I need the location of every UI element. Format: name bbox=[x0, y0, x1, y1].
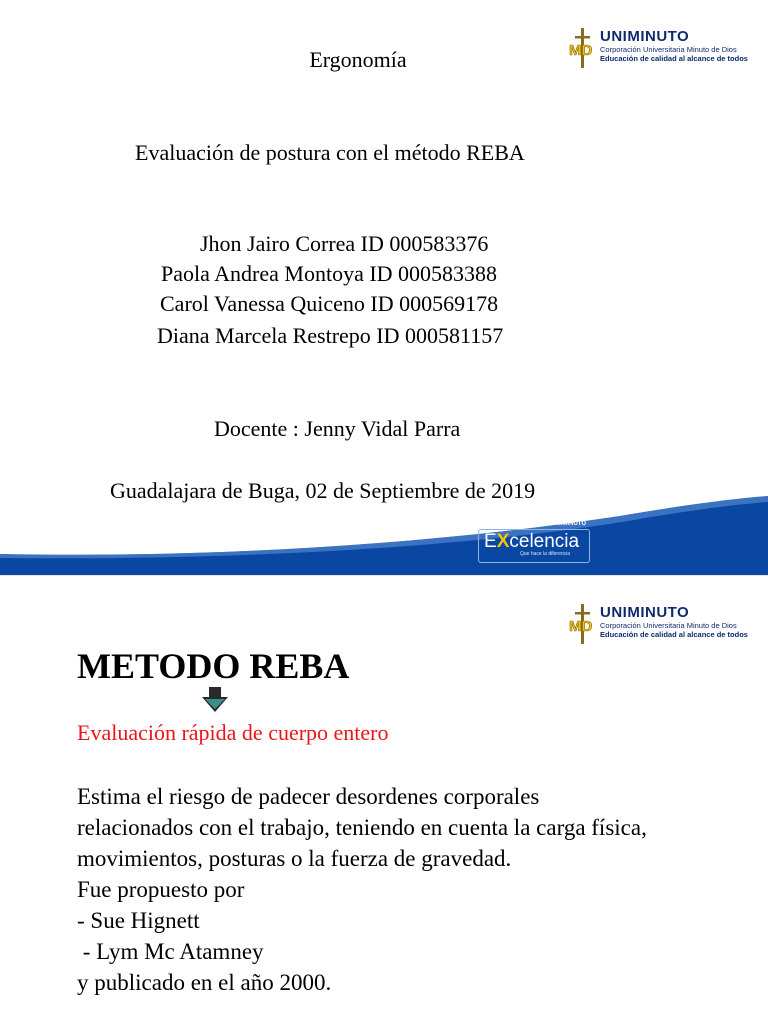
excelencia-badge bbox=[478, 521, 590, 563]
reba-description bbox=[77, 781, 647, 998]
description-line: relacionados con el trabajo, teniendo en cuenta la carga física, bbox=[77, 815, 647, 840]
logo-line-1: Corporación Universitaria Minuto de Dios bbox=[600, 45, 737, 54]
badge-e: E bbox=[484, 531, 497, 552]
uniminuto-logo bbox=[568, 598, 748, 648]
place-and-date: Guadalajara de Buga, 02 de Septiembre de 2019 bbox=[110, 478, 536, 503]
down-arrow-icon bbox=[201, 686, 229, 714]
md-logo-icon bbox=[568, 604, 598, 644]
svg-text:MD: MD bbox=[569, 618, 593, 635]
footer-wave bbox=[0, 496, 768, 576]
description-line: movimientos, posturas o la fuerza de gravedad. bbox=[77, 846, 512, 871]
teacher-name: Docente : Jenny Vidal Parra bbox=[214, 416, 461, 441]
badge-x-icon: X bbox=[496, 531, 510, 552]
logo-brand: UNIMINUTO bbox=[600, 604, 690, 621]
author-4: Diana Marcela Restrepo ID 000581157 bbox=[157, 323, 504, 348]
badge-rest: celencia bbox=[509, 531, 580, 552]
badge-word bbox=[484, 531, 579, 553]
slide-heading: METODO REBA bbox=[77, 646, 350, 686]
logo-line-2: Educación de calidad al alcance de todos bbox=[600, 630, 748, 639]
logo-line-2: Educación de calidad al alcance de todos bbox=[600, 54, 748, 63]
badge-top-label: UNIMINUTO bbox=[552, 521, 586, 527]
reba-subtitle: Evaluación rápida de cuerpo entero bbox=[77, 720, 389, 745]
description-line: Fue propuesto por bbox=[77, 877, 245, 902]
course-name: Ergonomía bbox=[309, 47, 407, 72]
slide-reba-method bbox=[0, 576, 768, 1024]
author-3: Carol Vanessa Quiceno ID 000569178 bbox=[160, 291, 499, 316]
description-line: - Sue Hignett bbox=[77, 908, 200, 933]
description-line: Estima el riesgo de padecer desordenes corporales bbox=[77, 784, 540, 809]
badge-tagline: Que hace la diferencia bbox=[520, 551, 571, 557]
presentation-title: Evaluación de postura con el método REBA bbox=[135, 140, 525, 165]
description-line: y publicado en el año 2000. bbox=[77, 970, 332, 995]
svg-text:MD: MD bbox=[569, 42, 593, 59]
description-line: - Lym Mc Atamney bbox=[77, 939, 264, 964]
author-1: Jhon Jairo Correa ID 000583376 bbox=[200, 231, 489, 256]
logo-line-1: Corporación Universitaria Minuto de Dios bbox=[600, 621, 737, 630]
logo-brand: UNIMINUTO bbox=[600, 28, 690, 45]
author-2: Paola Andrea Montoya ID 000583388 bbox=[161, 261, 498, 286]
